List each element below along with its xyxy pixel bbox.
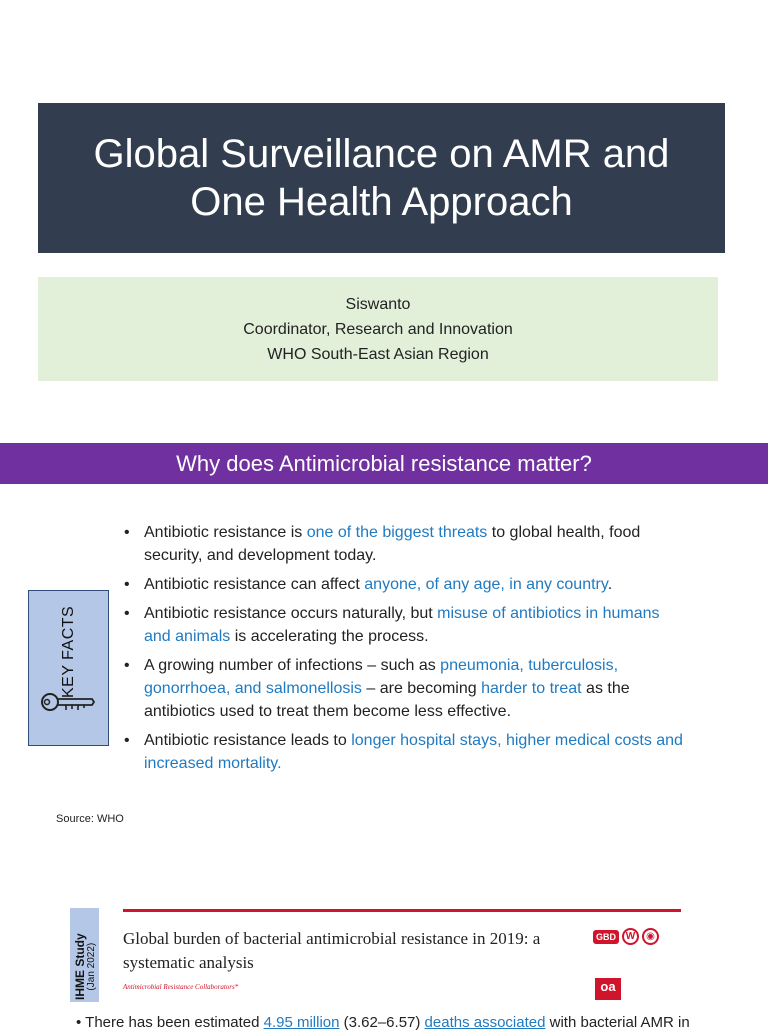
key-facts-list bbox=[124, 521, 684, 781]
gbd-badge: GBD bbox=[593, 930, 619, 944]
fact-item: • Antibiotic resistance occurs naturally, but misuse of antibiotics in humans and animals is accelerating the process. bbox=[124, 602, 684, 648]
author-org: WHO South-East Asian Region bbox=[267, 345, 489, 363]
section-heading bbox=[0, 443, 768, 484]
fact-item: • Antibiotic resistance can affect anyone, of any age, in any country. bbox=[124, 573, 684, 596]
w-badge-icon: W bbox=[622, 928, 639, 945]
title-line-1: Global Surveillance on AMR and bbox=[93, 132, 670, 176]
crossmark-icon: ◉ bbox=[642, 928, 659, 945]
ihme-tag-title: IHME Study bbox=[73, 933, 87, 1000]
bottom-bullet: • There has been estimated 4.95 million (3.62–6.57) deaths associated with bacterial AMR in bbox=[76, 1014, 690, 1031]
open-access-badge: oa bbox=[595, 978, 621, 1000]
author-block bbox=[38, 277, 718, 381]
fact-item: • Antibiotic resistance leads to longer hospital stays, higher medical costs and increased mortality. bbox=[124, 729, 684, 775]
ihme-tag-text bbox=[74, 933, 98, 1000]
fact-item: • A growing number of infections – such as pneumonia, tuberculosis, gonorrhoea, and salmonellosis – are becoming harder to treat as the antibiotics used to treat them become less effective. bbox=[124, 654, 684, 723]
ihme-tag-date: (Jan 2022) bbox=[86, 942, 97, 991]
author-role: Coordinator, Research and Innovation bbox=[243, 320, 513, 338]
journal-rule bbox=[123, 909, 681, 912]
slide-title bbox=[38, 103, 725, 253]
source-note: Source: WHO bbox=[56, 813, 124, 825]
author-name: Siswanto bbox=[345, 295, 411, 313]
title-line-2: One Health Approach bbox=[190, 180, 573, 224]
key-icon bbox=[40, 687, 96, 717]
section-heading-text: Why does Antimicrobial resistance matter? bbox=[176, 450, 592, 476]
key-facts-label: KEY FACTS bbox=[60, 605, 77, 698]
paper-authors: Antimicrobial Resistance Collaborators* bbox=[123, 983, 239, 991]
fact-item: • Antibiotic resistance is one of the biggest threats to global health, food security, and development today. bbox=[124, 521, 684, 567]
paper-title: Global burden of bacterial antimicrobial resistance in 2019: a systematic analysis bbox=[123, 929, 541, 972]
journal-badges bbox=[593, 928, 659, 945]
